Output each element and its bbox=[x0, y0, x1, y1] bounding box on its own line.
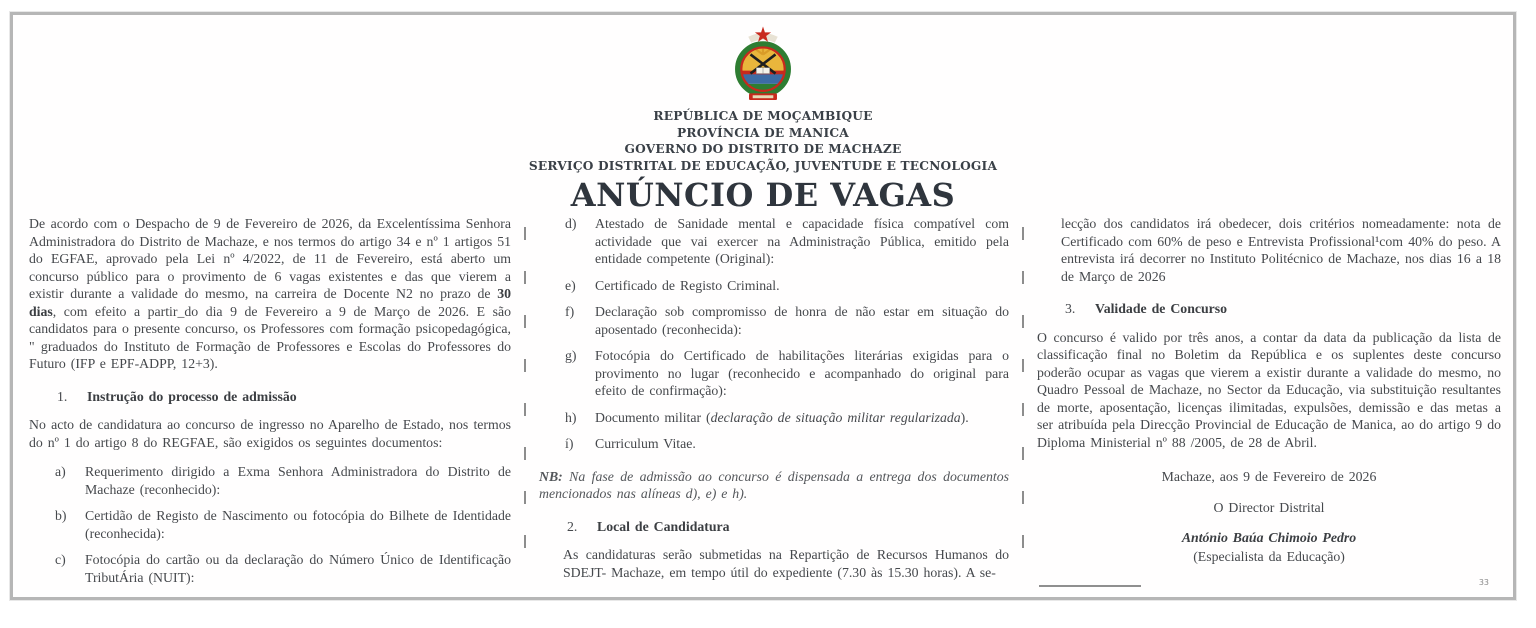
item-text-b: Certidão de Registo de Nascimento ou fotocópia do Bilhete de Identidade (reconhecida): bbox=[85, 508, 511, 541]
left-column bbox=[29, 215, 511, 589]
list-item-f bbox=[565, 303, 1009, 338]
section-3-number: 3. bbox=[1065, 301, 1076, 316]
signature-block bbox=[1037, 468, 1501, 565]
list-item-b bbox=[55, 507, 511, 542]
section-1-title: Instrução do processo de admissão bbox=[87, 388, 297, 404]
item-letter-a: a) bbox=[55, 464, 66, 479]
item-text-g: Fotocópia do Certificado de habilitações literárias exigidas para o provimento no lugar (reconhecido e acompanhado do original para efeito de confirmação): bbox=[595, 348, 1009, 398]
item-letter-e: e) bbox=[565, 277, 576, 293]
item-text-d: Atestado de Sanidade mental e capacidade física compatível com actividade que vai exercer na Administração Pública, emitido pela entidade competente (Original): bbox=[595, 216, 1009, 266]
intro-text-pre: De acordo com o Despacho de 9 de Fevereiro de 2026, da Excelentíssima Senhora Administradora do Distrito de Machaze, e nos termos do artigo 34 e nº 1 artigos 51 do EGFAE, aprovado pela Lei nº 4/2022, de 11 de Fevereiro, está aberto um concurso público para o provimento de 6 vagas existentes e das que vierem a existir durante a validade do mesmo, na carreira de Docente N2 no prazo de bbox=[29, 216, 511, 301]
columns-area bbox=[29, 215, 1501, 589]
org-line-province: PROVÍNCIA DE MANICA bbox=[677, 125, 849, 140]
page-title: ANÚNCIO DE VAGAS bbox=[570, 176, 956, 214]
nb-text: Na fase de admissão ao concurso é dispensada a entrega dos documentos mencionados nas alíneas d), e) e h). bbox=[539, 468, 1009, 501]
list-item-d bbox=[565, 215, 1009, 268]
item-text-f: Declaração sob compromisso de honra de não estar em situação do aposentado (reconhecida): bbox=[595, 304, 1009, 337]
item-text-c: Fotocópia do cartão ou da declaração do Número Único de Identificação TributÁria (NUIT): bbox=[85, 552, 511, 585]
item-text-a: Requerimento dirigido a Exma Senhora Administradora do Distrito de Machaze (reconhecido): bbox=[85, 464, 511, 497]
list-item-i bbox=[565, 435, 1009, 453]
column-separator-2 bbox=[1009, 215, 1037, 589]
list-item-h bbox=[565, 409, 1009, 427]
item-letter-i: í) bbox=[565, 436, 574, 451]
signature-title: (Especialista da Educação) bbox=[1193, 548, 1345, 564]
org-line-service: SERVIÇO DISTRITAL DE EDUCAÇÃO, JUVENTUDE E TECNOLOGIA bbox=[528, 158, 998, 173]
section-3-heading bbox=[1065, 300, 1501, 318]
section-2-number: 2. bbox=[567, 518, 578, 534]
mozambique-coat-of-arms-icon bbox=[726, 25, 800, 108]
signature-name: António Baúa Chimoio Pedro bbox=[1181, 530, 1357, 545]
section-2-heading bbox=[567, 518, 1009, 536]
item-text-i: Curriculum Vitae. bbox=[595, 436, 696, 451]
continuation-paragraph: lecção dos candidatos irá obedecer, dois critérios nomeadamente: nota de Certificado com 60% de peso e Entrevista Profissional¹com 40% do peso. A entrevista irá decorrer no Instituto Politécnico de Machaze, nos dias 16 a 18 de Março de 2026 bbox=[1061, 216, 1501, 284]
page-number: 33 bbox=[1478, 578, 1489, 587]
section-3-paragraph: O concurso é valido por três anos, a contar da data da publicação da lista de classificação final no Boletim da República e os suplentes deste concurso poderão ocupar as vagas que vierem a existir durante a validade do mesmo, no Quadro Pessoal de Machaze, no Sector da Educação, via substituição resultantes de morte, aposentação, licenças ilimitadas, expulsões, demissão e das metas a ser atribuída pela Direcção Provincial de Educação de Manica, ao do artigo 9 do Diploma Ministerial nº 88 /2005, de 28 de Abril. bbox=[1037, 329, 1501, 450]
right-column bbox=[1037, 215, 1501, 589]
item-text-h bbox=[595, 409, 1009, 427]
signature-role: O Director Distrital bbox=[1213, 499, 1325, 515]
signature-place-date: Machaze, aos 9 de Fevereiro de 2026 bbox=[1161, 469, 1377, 484]
document-header bbox=[13, 15, 1513, 213]
item-letter-b: b) bbox=[55, 508, 67, 523]
dashed-separator-line bbox=[524, 227, 526, 563]
item-letter-h: h) bbox=[565, 409, 577, 425]
list-item-e bbox=[565, 277, 1009, 295]
nb-label: NB: bbox=[539, 468, 563, 484]
list-item-c bbox=[55, 551, 511, 586]
item-h-post: ). bbox=[960, 409, 969, 425]
list-item-g bbox=[565, 347, 1009, 400]
section-3-title: Validade de Concurso bbox=[1095, 301, 1228, 316]
item-text-e: Certificado de Registo Criminal. bbox=[595, 277, 780, 293]
section-2-paragraph: As candidaturas serão submetidas na Repartição de Recursos Humanos do SDEJT- Machaze, em tempo útil do expediente (7.30 às 15.30 horas). A se- bbox=[563, 547, 1009, 580]
section-1-heading bbox=[57, 388, 511, 406]
item-letter-f: f) bbox=[565, 304, 575, 319]
item-h-pre: Documento militar ( bbox=[595, 409, 711, 425]
item-letter-d: d) bbox=[565, 216, 577, 231]
intro-paragraph bbox=[29, 215, 511, 373]
section-1-number: 1. bbox=[57, 388, 68, 404]
org-line-government: GOVERNO DO DISTRITO DE MACHAZE bbox=[624, 142, 902, 156]
document-page bbox=[10, 12, 1516, 600]
middle-column bbox=[539, 215, 1009, 589]
item-h-italic: declaração de situação militar regularizada bbox=[710, 409, 961, 425]
nb-note bbox=[539, 468, 1009, 503]
item-letter-g: g) bbox=[565, 348, 577, 363]
org-line-republic: REPÚBLICA DE MOÇAMBIQUE bbox=[653, 109, 873, 123]
intro-text-bold: 30 dias bbox=[29, 286, 511, 319]
list-item-a bbox=[55, 463, 511, 498]
section-1-paragraph: No acto de candidatura ao concurso de ingresso no Aparelho de Estado, nos termos do nº 1 do artigo 8 do REGFAE, são exigidos os seguintes documentos: bbox=[29, 417, 511, 450]
intro-text-post: , com efeito a partir_do dia 9 de Fevereiro a 9 de Março de 2026. E são candidatos para o presente concurso, os Professores com formação psicopedagógica, " graduados do Instituto de Formação de Professores e Escolas do Professores do Futuro (IFP e EPF-ADPP, 12+3). bbox=[29, 303, 511, 371]
footnote-separator-line bbox=[1039, 585, 1141, 587]
item-letter-c: c) bbox=[55, 552, 66, 567]
section-2-title: Local de Candidatura bbox=[597, 518, 730, 534]
dashed-separator-line bbox=[1022, 227, 1024, 563]
column-separator-1 bbox=[511, 215, 539, 589]
